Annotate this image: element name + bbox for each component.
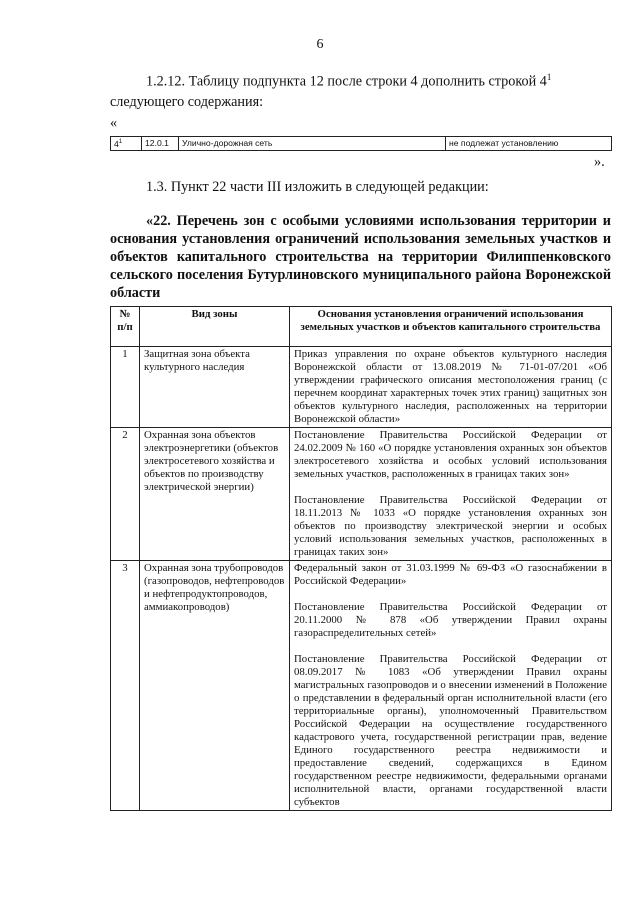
inserted-row-num [111, 137, 142, 151]
quote-close: ». [594, 154, 605, 170]
inserted-row-table [110, 136, 612, 151]
section-heading-text: «22. Перечень зон с особыми условиями использования территории и основания установления ограничений использования земельных участков и объектов капитального строительства на территории Филиппенковского сельского поселения Бутурлиновского муниципального района Воронежской области [110, 213, 611, 301]
basis-paragraph: Приказ управления по охране объектов культурного наследия Воронежской области от 13.08.2019 № 71-01-07/201 «Об утверждении графического описания местоположения границ (с перечнем координат характерных точек этих границ) защитных зон объектов культурного наследия, расположенных на территории Воронежской области» [294, 348, 607, 425]
zones-table [110, 306, 612, 811]
inserted-row-name: Улично-дорожная сеть [179, 137, 446, 151]
row-zone-type: Охранная зона трубопроводов (газопроводов, нефтепроводов и нефтепродуктопроводов, аммиакопроводов) [140, 561, 290, 811]
inserted-row-num-text: 4 [114, 138, 119, 149]
basis-paragraph: Федеральный закон от 31.03.1999 № 69-ФЗ «О газоснабжении в Российской Федерации» [294, 562, 607, 587]
header-basis: Основания установления ограничений использования земельных участков и объектов капитального строительства [290, 307, 612, 347]
table-row [111, 137, 612, 151]
paragraph-1-2-12-sup: 1 [546, 72, 552, 82]
basis-paragraph: Постановление Правительства Российской Федерации от 24.02.2009 № 160 «О порядке установления охранных зон объектов электросетевого хозяйства и особых условий использования земельных участков, расположенных в границах таких зон» [294, 429, 607, 480]
basis-paragraph: Постановление Правительства Российской Федерации от 20.11.2000 № 878 «Об утверждении Правил охраны газораспределительных сетей» [294, 601, 607, 639]
row-basis [290, 347, 612, 428]
row-basis [290, 561, 612, 811]
basis-paragraph: Постановление Правительства Российской Федерации от 08.09.2017 № 1083 «Об утверждении Правил охраны магистральных газопроводов и о внесении изменений в Положение о представлении в федеральный орган исполнительной власти (его территориальные органы), уполномоченный Правительством Российской Федерации на осуществление государственного кадастрового учета, государственной регистрации прав, ведение Единого государственного реестра недвижимости и предоставление сведений, содержащихся в Едином государственном реестре недвижимости, федеральными органами исполнительной власти, органами государственной власти субъектов [294, 653, 607, 808]
table-row [111, 561, 612, 811]
header-num: № п/п [111, 307, 140, 347]
page-number: 6 [316, 37, 324, 52]
table-row [111, 428, 612, 561]
quote-open: « [110, 115, 118, 131]
row-num: 2 [111, 428, 140, 561]
row-num: 3 [111, 561, 140, 811]
paragraph-1-2-12-continuation: следующего содержания: [110, 94, 264, 110]
header-zone-type: Вид зоны [140, 307, 290, 347]
table-header-row [111, 307, 612, 347]
inserted-row-num-sup: 1 [118, 139, 123, 145]
row-zone-type: Охранная зона объектов электроэнергетики (объектов электросетевого хозяйства и объектов по производству электрической энергии) [140, 428, 290, 561]
paragraph-1-3: 1.3. Пункт 22 части III изложить в следующей редакции: [146, 179, 489, 195]
inserted-row-value: не подлежат установлению [446, 137, 612, 151]
table-row [111, 347, 612, 428]
row-zone-type: Защитная зона объекта культурного наследия [140, 347, 290, 428]
paragraph-1-2-12 [146, 68, 610, 91]
paragraph-1-2-12-text: 1.2.12. Таблицу подпункта 12 после строки 4 дополнить строкой 4 [146, 73, 547, 90]
row-num: 1 [111, 347, 140, 428]
inserted-row-code: 12.0.1 [142, 137, 179, 151]
section-heading [110, 212, 611, 302]
basis-paragraph: Постановление Правительства Российской Федерации от 18.11.2013 № 1033 «О порядке установления охранных зон объектов по производству электрической энергии и особых условий использования земельных участков, расположенных в границах таких зон» [294, 494, 607, 558]
row-basis [290, 428, 612, 561]
